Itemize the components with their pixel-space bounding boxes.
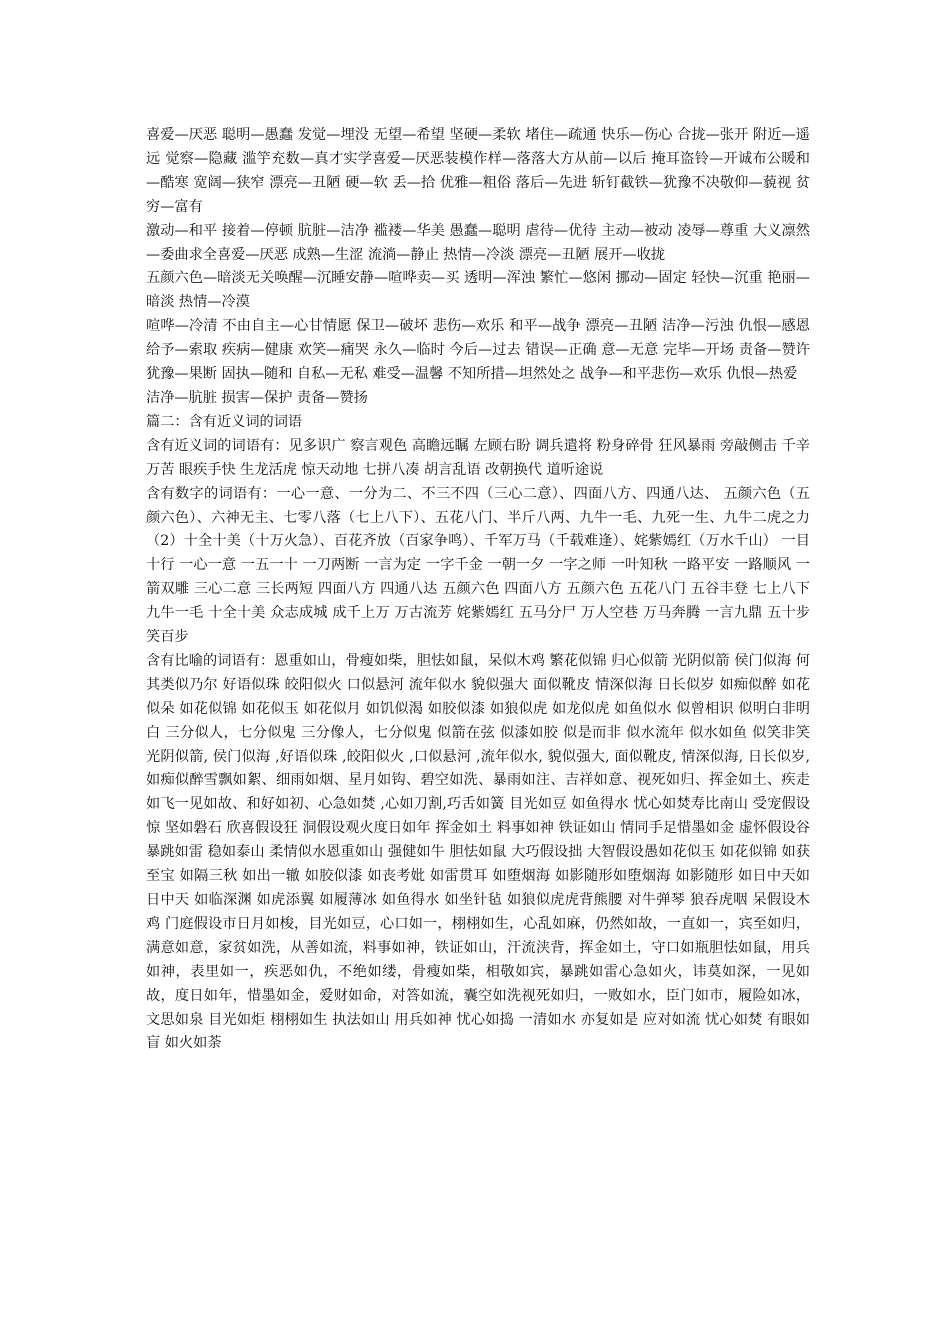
antonym-paragraph-5: 洁净—肮脏 损害—保护 责备—赞扬: [146, 389, 368, 406]
number-words-paragraph: 含有数字的词语有：一心一意、一分为二、不三不四（三心二意）、四面八方、四通八达、 五颜六色（五颜六色）、六神无主、七零八落（七上八下）、五花八门、半斤八两、九牛一毛、九死一生、九牛二虎之力 （2）十全十美（十万火急）、百花齐放（百家争鸣）、千军万马（千载难逢）、姹紫嫣红（万水千山） 一目十行 一心一意 一五一十 一刀两断 一言为定 一字千金 一朝一夕 一字之师 一叶知秋 一路平安 一路顺风 一箭双雕 三心二意 三长两短 四面八方 四通八达 五颜六色 四面八方 五颜六色 五花八门 五谷丰登 七上八下 九牛一毛 十全十美 众志成城 成千上万 万古流芳 姹紫嫣红 五马分尸 万人空巷 万马奔腾 一言九鼎 五十步笑百步: [146, 485, 810, 646]
antonym-paragraph-4: 喧哗—冷清 不由自主—心甘情愿 保卫—破坏 悲伤—欢乐 和平—战争 漂亮—丑陋 洁净—污浊 仇恨—感恩 给予—索取 疾病—健康 欢笑—痛哭 永久—临时 今后—过去 错误—正确 意—无意 完毕—开场 责备—赞许 犹豫—果断 固执—随和 自私—无私 难受—温馨 不知所措—坦然处之 战争—和平悲伤—欢乐 仇恨—热爱: [146, 318, 810, 383]
antonym-paragraph-2: 激动—和平 接着—停顿 肮脏—洁净 褴褛—华美 愚蠢—聪明 虐待—优待 主动—被动 凌辱—尊重 大义凛然—委曲求全喜爱—厌恶 成熟—生涩 流淌—静止 热情—冷淡 漂亮—丑陋 展开—收拢: [146, 222, 810, 263]
antonym-paragraph-3: 五颜六色—暗淡无关唤醒—沉睡安静—喧哗卖—买 透明—浑浊 繁忙—悠闲 挪动—固定 轻快—沉重 艳丽—暗淡 热情—冷漠: [146, 270, 810, 311]
section-heading: 篇二：含有近义词的词语: [146, 413, 303, 430]
antonym-paragraph-1: 喜爱—厌恶 聪明—愚蠢 发觉—埋没 无望—希望 坚硬—柔软 堵住—疏通 快乐—伤心 合拢—张开 附近—遥远 觉察—隐藏 滥竽充数—真才实学喜爱—厌恶装模作样—落落大方从前—以后 掩耳盗铃—开诚布公暖和—酷寒 宽阔—狭窄 漂亮—丑陋 硬—软 丢—拾 优雅—粗俗 落后—先进 斩钉截铁—犹豫不决敬仰—藐视 贫穷—富有: [146, 127, 810, 215]
synonym-words-paragraph: 含有近义词的词语有：见多识广 察言观色 高瞻远瞩 左顾右盼 调兵遣将 粉身碎骨 狂风暴雨 旁敲侧击 千辛万苦 眼疾手快 生龙活虎 惊天动地 七拼八凑 胡言乱语 改朝换代 道听途说: [146, 437, 810, 478]
document-body: [146, 124, 810, 1056]
metaphor-words-paragraph: 含有比喻的词语有：恩重如山，骨瘦如柴，胆怯如鼠，呆似木鸡 繁花似锦 归心似箭 光阴似箭 侯门似海 何其类似乃尔 好语似珠 皎阳似火 口似悬河 流年似水 貌似强大 面似靴皮 情深似海 日长似岁 如痴似醉 如花似朵 如花似锦 如花似玉 如花似月 如饥似渴 如胶似漆 如狼似虎 如龙似虎 如鱼似水 似曾相识 似明白非明白 三分似人，七分似鬼 三分像人，七分似鬼 似箭在弦 似漆如胶 似是而非 似水流年 似水如鱼 似笑非笑 光阴似箭, 侯门似海 ,好语似珠 ,皎阳似火 ,口似悬河 ,流年似水, 貌似强大, 面似靴皮, 情深似海, 日长似岁, 如痴似醉雪飘如絮、细雨如烟、星月如钩、碧空如洗、暴雨如注、吉祥如意、视死如归、挥金如土、疾走如飞一见如故、和好如初、心急如焚 ,心如刀割,巧舌如簧 目光如豆 如鱼得水 忧心如焚寿比南山 受宠假设惊 坚如磐石 欣喜假设狂 洞假设观火度日如年 挥金如土 料事如神 铁证如山 情同手足惜墨如金 虚怀假设谷 暴跳如雷 稳如泰山 柔情似水恩重如山 强健如牛 胆怯如鼠 大巧假设拙 大智假设愚如花似玉 如花似锦 如获至宝 如隔三秋 如出一辙 如胶似漆 如丧考妣 如雷贯耳 如堕烟海 如影随形如堕烟海 如影随形 如日中天如日中天 如临深渊 如虎添翼 如履薄冰 如鱼得水 如坐针毡 如狼似虎虎背熊腰 对牛弹琴 狼吞虎咽 呆假设木鸡 门庭假设市日月如梭，目光如豆，心口如一，栩栩如生，心乱如麻，仍然如故，一直如一，宾至如归，满意如意，家贫如洗，从善如流，料事如神，铁证如山，汗流浃背，挥金如土，守口如瓶胆怯如鼠，用兵如神，表里如一，疾恶如仇，不绝如缕，骨瘦如柴，相敬如宾，暴跳如雷心急如火，讳莫如深，一见如故，度日如年，惜墨如金，爱财如命，对答如流，囊空如洗视死如归，一败如水，臣门如市，履险如冰，文思如泉 目光如炬 栩栩如生 执法如山 用兵如神 忧心如捣 一清如水 亦复如是 应对如流 忧心如焚 有眼如盲 如火如荼: [146, 652, 810, 1052]
